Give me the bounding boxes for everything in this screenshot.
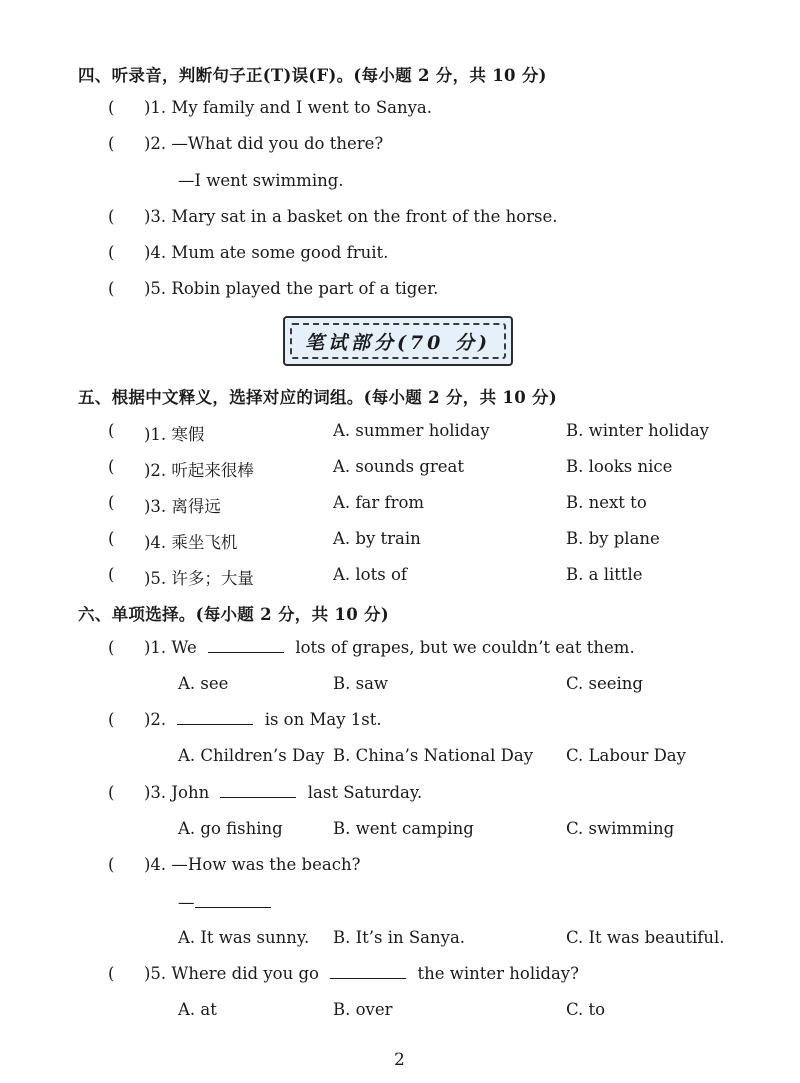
s5-q4: )4. 乘坐飞机 xyxy=(144,533,238,552)
page-number: 2 xyxy=(394,1050,405,1070)
s6-q1-option-a[interactable]: A. see xyxy=(178,674,229,693)
s5-q2: )2. 听起来很棒 xyxy=(144,461,254,480)
s6-q5-pre: )5. Where did you go xyxy=(144,964,319,983)
s6-q2 xyxy=(144,710,382,729)
answer-paren[interactable]: ( xyxy=(108,134,115,153)
s4-item-2-reply: —I went swimming. xyxy=(178,171,344,190)
s5-q3-option-a[interactable]: A. far from xyxy=(333,493,425,512)
s6-q2-pre: )2. xyxy=(144,710,167,729)
s4-item-3: )3. Mary sat in a basket on the front of the horse. xyxy=(144,207,558,226)
answer-paren[interactable]: ( xyxy=(108,855,115,874)
s6-q4-reply xyxy=(178,893,271,912)
s6-q1 xyxy=(144,638,635,657)
s6-q5 xyxy=(144,964,579,983)
s6-q3-post: last Saturday. xyxy=(307,783,423,802)
s5-q2-option-b[interactable]: B. looks nice xyxy=(566,457,673,476)
answer-paren[interactable]: ( xyxy=(108,98,115,117)
s6-q3-option-b[interactable]: B. went camping xyxy=(333,819,474,838)
s6-q1-option-c[interactable]: C. seeing xyxy=(566,674,643,693)
s6-q4: )4. —How was the beach? xyxy=(144,855,361,874)
s5-q2-option-a[interactable]: A. sounds great xyxy=(333,457,465,476)
section-6-heading: 六、单项选择。(每小题 2 分，共 10 分) xyxy=(78,605,389,624)
written-test-banner xyxy=(283,316,513,366)
answer-blank[interactable] xyxy=(177,710,253,725)
answer-paren[interactable]: ( xyxy=(108,710,115,729)
s5-q3-option-b[interactable]: B. next to xyxy=(566,493,647,512)
answer-paren[interactable]: ( xyxy=(108,493,115,512)
s6-q3 xyxy=(144,783,422,802)
answer-blank[interactable] xyxy=(330,964,406,979)
section-5-heading: 五、根据中文释义，选择对应的词组。(每小题 2 分，共 10 分) xyxy=(78,388,557,407)
s5-q5: )5. 许多；大量 xyxy=(144,569,254,588)
banner-label: 笔试部分(70 分) xyxy=(290,323,506,359)
s5-q1-option-b[interactable]: B. winter holiday xyxy=(566,421,710,440)
answer-paren[interactable]: ( xyxy=(108,638,115,657)
answer-paren[interactable]: ( xyxy=(108,457,115,476)
answer-paren[interactable]: ( xyxy=(108,279,115,298)
s6-q1-post: lots of grapes, but we couldn’t eat them. xyxy=(295,638,635,657)
s6-q1-pre: )1. We xyxy=(144,638,197,657)
s6-q2-option-a[interactable]: A. Children’s Day xyxy=(178,746,325,765)
s6-q4-option-a[interactable]: A. It was sunny. xyxy=(178,928,310,947)
s6-q3-pre: )3. John xyxy=(144,783,210,802)
answer-paren[interactable]: ( xyxy=(108,243,115,262)
s5-q1-option-a[interactable]: A. summer holiday xyxy=(333,421,490,440)
s4-item-4: )4. Mum ate some good fruit. xyxy=(144,243,389,262)
s6-q5-option-a[interactable]: A. at xyxy=(178,1000,217,1019)
s5-q5-option-a[interactable]: A. lots of xyxy=(333,565,408,584)
answer-paren[interactable]: ( xyxy=(108,565,115,584)
s6-q4-option-c[interactable]: C. It was beautiful. xyxy=(566,928,725,947)
s6-q4-dash: — xyxy=(178,893,195,912)
s6-q5-post: the winter holiday? xyxy=(417,964,579,983)
s6-q1-option-b[interactable]: B. saw xyxy=(333,674,389,693)
answer-blank[interactable] xyxy=(220,783,296,798)
s5-q3: )3. 离得远 xyxy=(144,497,221,516)
answer-paren[interactable]: ( xyxy=(108,529,115,548)
s6-q3-option-c[interactable]: C. swimming xyxy=(566,819,675,838)
s4-item-5: )5. Robin played the part of a tiger. xyxy=(144,279,439,298)
s6-q2-option-b[interactable]: B. China’s National Day xyxy=(333,746,534,765)
section-4-heading: 四、听录音，判断句子正(T)误(F)。(每小题 2 分，共 10 分) xyxy=(78,66,547,85)
answer-blank[interactable] xyxy=(195,893,271,908)
s5-q4-option-a[interactable]: A. by train xyxy=(333,529,421,548)
answer-paren[interactable]: ( xyxy=(108,964,115,983)
s4-item-1: )1. My family and I went to Sanya. xyxy=(144,98,433,117)
s5-q4-option-b[interactable]: B. by plane xyxy=(566,529,660,548)
answer-paren[interactable]: ( xyxy=(108,421,115,440)
s6-q2-option-c[interactable]: C. Labour Day xyxy=(566,746,686,765)
answer-paren[interactable]: ( xyxy=(108,783,115,802)
s6-q4-option-b[interactable]: B. It’s in Sanya. xyxy=(333,928,466,947)
s5-q1: )1. 寒假 xyxy=(144,425,205,444)
s6-q3-option-a[interactable]: A. go fishing xyxy=(178,819,283,838)
s6-q5-option-c[interactable]: C. to xyxy=(566,1000,606,1019)
s6-q5-option-b[interactable]: B. over xyxy=(333,1000,393,1019)
s4-item-2: )2. —What did you do there? xyxy=(144,134,384,153)
answer-blank[interactable] xyxy=(208,638,284,653)
s6-q2-post: is on May 1st. xyxy=(264,710,382,729)
s5-q5-option-b[interactable]: B. a little xyxy=(566,565,643,584)
answer-paren[interactable]: ( xyxy=(108,207,115,226)
